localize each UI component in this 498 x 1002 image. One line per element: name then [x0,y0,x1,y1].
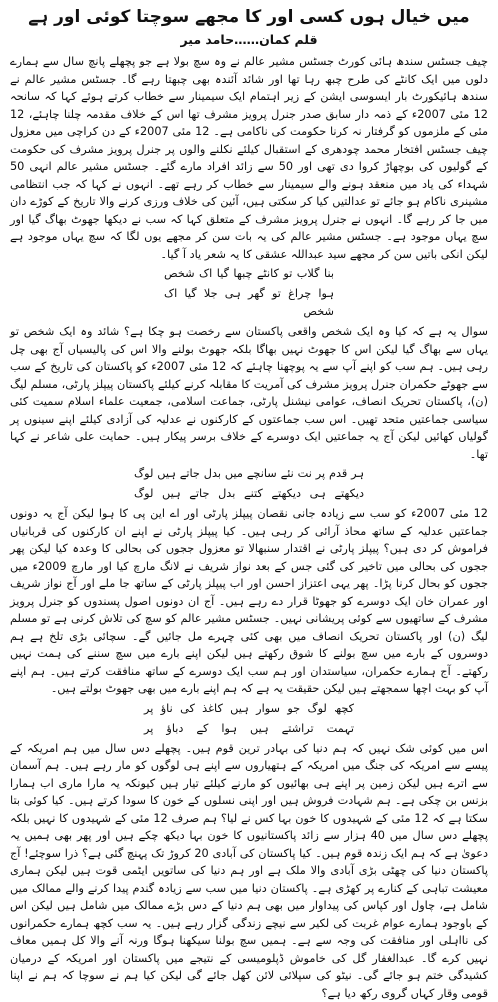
byline: قلم کمان……حامد میر [10,31,488,49]
paragraph: 12 مئی 2007ء کو سب سے زیادہ جانی نقصان پیپلز پارٹی اور اے این پی کا ہوا لیکن آج یہ دونوں جماعتیں عدلیہ کے ساتھ محاذ آرائی کر رہی ہیں۔ کیا پیپلز پارٹی نے اپنے ان کارکنوں کی قربانیاں فراموش کر دی ہیں؟ پیپلز پارٹی نے اقتدار سنبھالا تو معزول ججوں کی بحالی کا وعدہ کیا لیکن پھر ججوں کی بحالی میں تاخیر کی گئی جس کے بعد نواز شریف نے لانگ مارچ کیا اور مارچ 2009ء میں ججوں کو بحال کرنا پڑا۔ پھر یہی اعتزاز احسن اور اب پیپلز پارٹی کے ساتھ جا ملے اور آج نواز شریف اور عمران خان ایک دوسرے کو جھوٹا قرار دے رہے ہیں۔ آج ان دونوں اصول پسندوں کو جنرل پرویز مشرف کے ساتھیوں سے کوئی پریشانی نہیں۔ جسٹس مشیر عالم کو سچ کی تلاش کرنی ہے تو مسلم لیگ (ن) اور پاکستان تحریک انصاف میں بھی کئی چہرے مل جائیں گے۔ سچائی بڑی تلخ ہے ہم دوسروں کے بارے میں سچ بولنے کا شوق رکھتے ہیں لیکن اپنے بارے میں سچ سننے کی ہمت نہیں رکھتے۔ آج ہمارے حکمران، سیاستدان اور ہم سب ایک دوسرے کے ساتھ منافقت کرتے ہیں۔ ہم اپنے آپ کو بہت اچھا سمجھتے ہیں لیکن حقیقت یہ ہے کہ ہم اپنے بارے میں بھی جھوٹ بولتے ہیں۔ [10,505,488,698]
verse-line [10,720,488,738]
paragraph: اس میں کوئی شک نہیں کہ ہم دنیا کی بہادر ترین قوم ہیں۔ پچھلے دس سال میں ہم امریکہ کے پیسے سے امریکہ کی جنگ میں امریکہ کے ہتھیاروں سے اپنے ہی لوگوں کو مار رہے ہیں۔ ہم آسمان سے اترے ہیں لیکن زمین پر اپنے ہی بھائیوں کو مارنے کیلئے تیار ہیں کیونکہ یہ مارا ماری اب ہمارا بزنس بن چکی ہے۔ ہم شہادت فروش ہیں اور اپنی نسلوں کے خون کا سودا کرتے ہیں۔ کیا کوئی بتا سکتا ہے کہ 12 مئی کے شہیدوں کا خون بہا کس نے لیا؟ ہم صرف 12 مئی کے شہیدوں کا نہیں بلکہ پچھلے دس سال میں 40 ہزار سے زائد پاکستانیوں کا خون بہا دیکھ چکے ہیں اور پھر بھی ہمیں یہ دعویٰ ہے کہ ہم ایک زندہ قوم ہیں۔ کیا پاکستان کی آبادی 20 کروڑ تک پہنچ گئی ہے؟ ذرا سوچئے! آج پاکستان دنیا کی چھٹی بڑی آبادی والا ملک ہے اور ہم دنیا کی ساتویں ایٹمی قوت ہیں لیکن ہماری معیشت تباہی کے کنارے پر کھڑی ہے۔ پاکستان دنیا میں سب سے زیادہ گندم پیدا کرنے والے ممالک میں شامل ہے، چاول اور کپاس کی پیداوار میں بھی ہم دنیا کے دس بڑے ممالک میں شامل ہیں لیکن اس کے باوجود ہمارے عوام غربت کی لکیر سے نیچے زندگی گزار رہے ہیں۔ یہ سب کچھ ہمارے حکمرانوں کی نااہلی اور منافقت کی وجہ سے ہے۔ ہمیں سچ بولنا سیکھنا ہوگا ورنہ آنے والا کل ہمیں معاف نہیں کرے گا۔ عبدالغفار گل کی خاموش ڈپلومیسی کے نتیجے میں پاکستان اور امریکہ کے درمیان کشیدگی ختم ہو جائے گی۔ نیٹو کی سپلائی لائن کھل جائے گی لیکن کیا ہم نے سوچا کہ ہم نے اپنا قومی وقار کہاں گروی رکھ دیا ہے؟ [10,740,488,1002]
verse-text: کچھ لوگ جو سوار ہیں کاغذ کی ناؤ پر [144,700,354,718]
verse-line [10,700,488,718]
verse-line [10,485,488,503]
verse-text: تہمت تراشتے ہیں ہوا کے دباؤ پر [144,720,354,738]
verse-line [10,285,488,321]
article-title: میں خیال ہوں کسی اور کا مجھے سوچتا کوئی اور ہے [10,6,488,28]
verse-text: ہر قدم پر نت نئے سانچے میں بدل جاتے ہیں لوگ [134,465,364,483]
verse-text: ہوا چراغ تو گھر ہی جلا گیا اک شخص [164,285,334,321]
verse-line [10,465,488,483]
verse-text: بنا گلاب تو کانٹے چبھا گیا اک شخص [164,265,334,283]
paragraph: چیف جسٹس سندھ ہائی کورٹ جسٹس مشیر عالم نے وہ سچ بولا ہے جو پچھلے پانچ سال سے ہمارے دلوں میں ایک کانٹے کی طرح چبھ رہا تھا اور شائد آئندہ بھی چبھتا رہے گا۔ جسٹس مشیر عالم نے سندھ ہائیکورٹ بار ایسوسی ایشن کے زیر اہتمام ایک سیمینار سے خطاب کرتے ہوئے کہا کہ سانحہ 12 مئی 2007ء کے ذمہ دار سابق صدر جنرل پرویز مشرف تھا اس کے خلاف مقدمہ چلنا چاہئے، 12 مئی کے ملزموں کو گرفتار نہ کرنا حکومت کی ناکامی ہے۔ 12 مئی 2007ء کے دن کراچی میں معزول چیف جسٹس افتخار محمد چودھری کے استقبال کیلئے نکلنے والوں پر جنرل پرویز مشرف کی حکومت کے گولیوں کی بوچھاڑ کروا دی تھی اور 50 سے زائد افراد مارے گئے۔ جسٹس مشیر عالم انہی 50 شہداء کی یاد میں منعقد ہونے والے سیمینار سے خطاب کر رہے تھے۔ انہوں نے کہا کہ جب انتظامی مشینری ناکام ہو جائے تو عدالتیں کیا کر سکتی ہیں، آئین کی خلاف ورزی کرنے والا تاریخ کے کوڑے دان میں جا کر رہے گا۔ انہوں نے جنرل پرویز مشرف کے متعلق کہا کہ سب نے دیکھا جھوٹ بھاگ گیا اور سچ یہاں موجود ہے۔ جسٹس مشیر عالم کی یہ بات سن کر مجھے یوں لگا کہ سچ یہاں موجود ہے لیکن انکی باتیں سن کر مجھے سید عبداللہ عشقی کا یہ شعر یاد آ گیا۔ [10,53,488,263]
verse-line [10,265,488,283]
paragraph: سوال یہ ہے کہ کیا وہ ایک شخص واقعی پاکستان سے رخصت ہو چکا ہے؟ شائد وہ ایک شخص تو یہاں سے بھاگ گیا لیکن اس کا جھوٹ نہیں بھاگا بلکہ جھوٹ بولنے والا اس کی پالیسیاں آج بھی چل رہی ہیں۔ ہم سب کو اپنے آپ سے یہ پوچھنا چاہئے کہ 12 مئی 2007ء کو پاکستان کی تاریخ کے سب سے جھوٹے حکمران جنرل پرویز مشرف کی آمریت کا مقابلہ کرنے کیلئے پاکستان پیپلز پارٹی، مسلم لیگ (ن)، پاکستان تحریک انصاف، عوامی نیشنل پارٹی، جماعت اسلامی، جمعیت علماء اسلام سمیت کئی سیاسی جماعتیں متحد تھیں۔ اس سب جماعتوں کے کارکنوں نے عدلیہ کی آزادی کیلئے اپنے سینوں پر گولیاں کھائیں لیکن آج یہ جماعتیں ایک دوسرے کے خلاف برسر پیکار ہیں۔ حمایت علی شاعر نے کہا تھا۔ [10,323,488,463]
verse-text: دیکھتے ہی دیکھتے کتنے بدل جاتے ہیں لوگ [134,485,364,503]
